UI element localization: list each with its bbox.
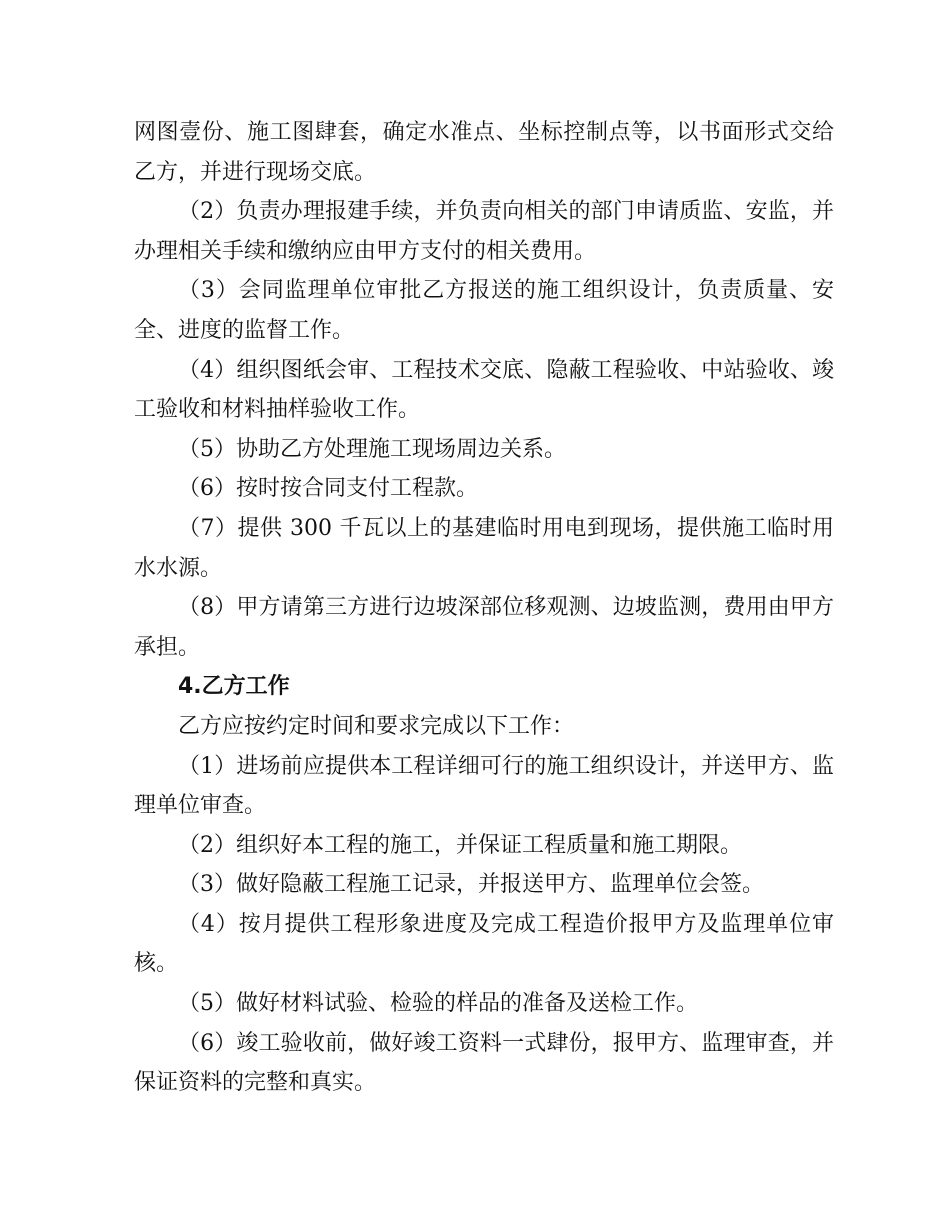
section-item-1: （1）进场前应提供本工程详细可行的施工组织设计，并送甲方、监理单位审查。 (134, 753, 834, 819)
section-item-3: （3）做好隐蔽工程施工记录，并报送甲方、监理单位会签。 (178, 872, 764, 898)
section-item-4: （4）按月提供工程形象进度及完成工程造价报甲方及监理单位审核。 (134, 911, 834, 977)
paragraph-item-4: （4）组织图纸会审、工程技术交底、隐蔽工程验收、中站验收、竣工验收和材料抽样验收工作。 (134, 357, 834, 423)
paragraph-continued: 网图壹份、施工图肆套，确定水准点、坐标控制点等，以书面形式交给乙方，并进行现场交底。 (134, 120, 834, 185)
section-item-2: （2）组织好本工程的施工，并保证工程质量和施工期限。 (178, 832, 742, 858)
section-heading: 4.乙方工作 (178, 674, 290, 700)
paragraph-item-6: （6）按时按合同支付工程款。 (178, 476, 478, 502)
paragraph-item-3: （3）会同监理单位审批乙方报送的施工组织设计，负责质量、安全、进度的监督工作。 (134, 278, 834, 343)
section-item-6: （6）竣工验收前，做好竣工资料一式肆份，报甲方、监理审查，并保证资料的完整和真实。 (134, 1030, 834, 1096)
paragraph-item-2: （2）负责办理报建手续，并负责向相关的部门申请质监、安监，并办理相关手续和缴纳应由甲方支付的相关费用。 (134, 199, 834, 264)
paragraph-item-7: （7）提供 300 千瓦以上的基建临时用电到现场，提供施工临时用水水源。 (134, 515, 834, 581)
paragraph-item-8: （8）甲方请第三方进行边坡深部位移观测、边坡监测，费用由甲方承担。 (134, 595, 834, 660)
section-intro: 乙方应按约定时间和要求完成以下工作： (178, 713, 575, 739)
paragraph-item-5: （5）协助乙方处理施工现场周边关系。 (178, 436, 566, 462)
section-item-5: （5）做好材料试验、检验的样品的准备及送检工作。 (178, 991, 698, 1017)
document-body (134, 113, 834, 1103)
